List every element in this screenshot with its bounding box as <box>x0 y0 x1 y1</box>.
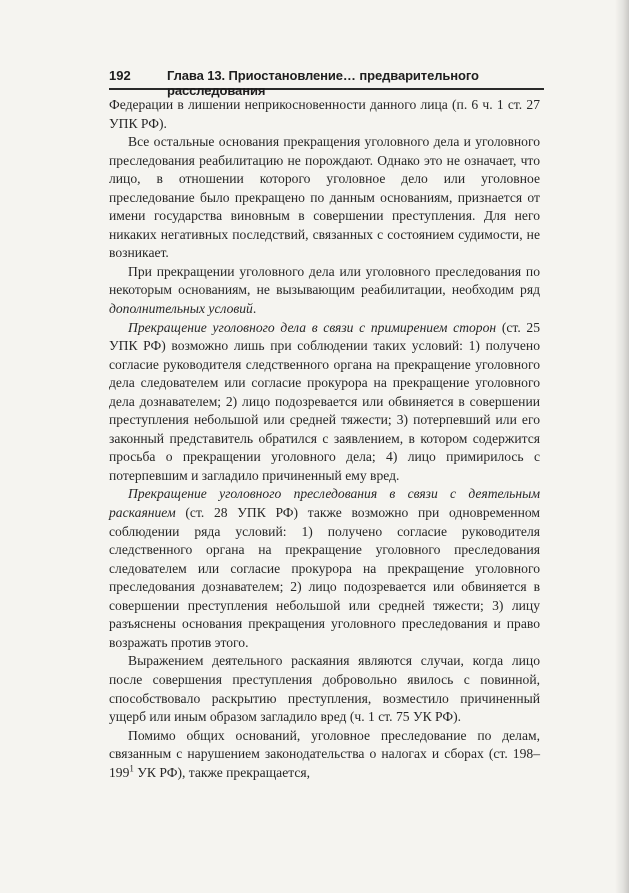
paragraph <box>109 133 540 263</box>
italic-term: Прекращение уголовного дела в связи с примирением сторон <box>128 319 497 335</box>
text-run: Федерации в лишении неприкосновенности данного лица (п. 6 ч. 1 ст. 27 УПК РФ). <box>109 97 540 131</box>
paragraph <box>109 652 540 726</box>
text-run: (ст. 28 УПК РФ) также возможно при одновременном соблюдении ряда условий: 1) получено согласие руководителя следственного органа на прекращение уголовного преследования следователем или согласие прокурора на прекращение уголовного преследования дознавателем; 2) лицо подозревается или обвиняется в совершении преступления небольшой или средней тяжести; 3) лицу разъяснены основания прекращения уголовного преследования и право возражать против этого. <box>109 505 540 650</box>
paragraph <box>109 263 540 319</box>
body-text <box>109 96 540 782</box>
text-run: Выражением деятельного раскаяния являются случаи, когда лицо после совершения преступления добровольно явилось с повинной, способствовало раскрытию преступления, возместило причиненный ущерб или иным образом загладило вред (ч. 1 ст. 75 УК РФ). <box>109 653 540 725</box>
page-number: 192 <box>109 68 131 83</box>
text-run: При прекращении уголовного дела или уголовного преследования по некоторым основаниям, не вызывающим реабилитации, необходим ряд <box>109 263 540 298</box>
italic-term: Прекращение уголовного преследования в связи с деятельным раскаянием <box>109 486 540 521</box>
paragraph <box>109 96 540 133</box>
italic-term: дополнительных условий <box>109 301 253 317</box>
text-run: Все остальные основания прекращения уголовного дела и уголовного преследования реабилитацию не порождают. Однако это не означает, что лицо, в отношении которого уголовное дело или уголовное преследование было прекращено по данным основаниям, признается от имени государства виновным в совершении преступления. Для него никаких негативных последствий, связанных с состоянием судимости, не возникает. <box>109 134 540 261</box>
paragraph <box>109 319 540 486</box>
superscript: 1 <box>129 763 134 774</box>
paragraph <box>109 485 540 652</box>
book-spine-shadow <box>615 0 629 893</box>
text-run: (ст. 25 УПК РФ) возможно лишь при соблюдении таких условий: 1) получено согласие руководителя следственного органа на прекращение уголовного дела следователем или согласие прокурора на прекращение уголовного дела дознавателем; 2) лицо подозревается или обвиняется в совершении преступления небольшой или средней тяжести; 3) потерпевший или его законный представитель обратился с заявлением, в котором содержится просьба о прекращении уголовного дела; 4) лицо примирилось с потерпевшим и загладило причиненный ему вред. <box>109 319 540 483</box>
running-title: Глава 13. Приостановление… предварительного расследования <box>167 68 479 98</box>
text-run: Помимо общих оснований, уголовное преследование по делам, связанным с нарушением законодательства о налогах и сборах (ст. 198–199 <box>109 727 540 780</box>
text-run: УК РФ), также прекращается, <box>133 764 311 780</box>
page-header <box>109 66 544 98</box>
paragraph <box>109 727 540 783</box>
text-run: . <box>252 301 257 317</box>
